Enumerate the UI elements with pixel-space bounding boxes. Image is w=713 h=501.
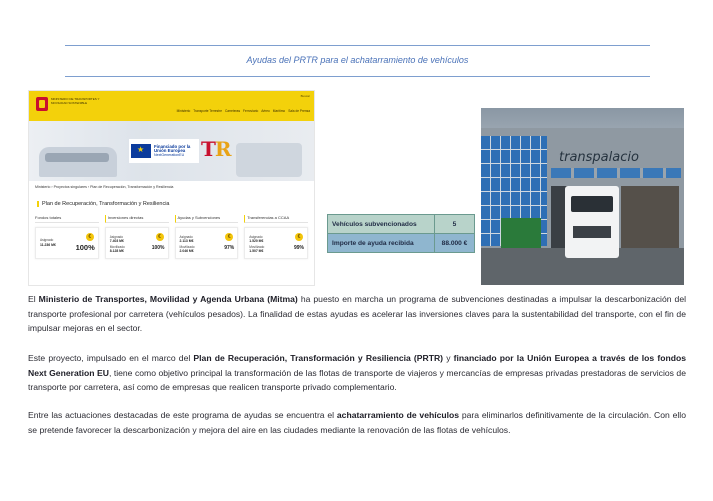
menu-item: Ministerio	[176, 109, 191, 113]
breadcrumb: Ministerio › Proyectos singulares › Plan de Recuperación, Transformación y Resiliencia	[35, 185, 174, 189]
percent-value: 100%	[75, 243, 95, 252]
assigned-label: Asignado	[40, 238, 54, 242]
government-crest-icon	[36, 97, 48, 111]
ministry-header	[29, 91, 314, 121]
text: El	[28, 294, 39, 304]
coin-icon: €	[295, 233, 303, 241]
windows	[551, 168, 681, 178]
paragraph-intro	[28, 292, 686, 336]
funding-card	[35, 227, 99, 259]
bottom-divider	[65, 76, 650, 77]
assigned-label: Asignado	[179, 235, 193, 239]
eu-funding-title: Financiado por la Unión Europea	[154, 143, 191, 153]
ministry-name-bold: Ministerio de Transportes, Movilidad y Agenda Urbana (Mitma)	[38, 294, 298, 304]
text: para eliminarlos definitivamente de la circulación. Con ello se pretende favorecer la descarbonización y mejora del aire en las ciudades mediante la renovación de las flotas de vehículos.	[28, 410, 686, 435]
text: y	[443, 353, 454, 363]
column-title: Transferencias a CCAA	[244, 215, 308, 223]
paragraph-scrapping	[28, 408, 686, 437]
percent-value: 97%	[224, 245, 235, 251]
funding-card	[175, 227, 239, 259]
banner-image	[29, 121, 314, 181]
row-label: Vehículos subvencionados	[328, 215, 435, 234]
assigned-value: 11.236 M€	[40, 243, 56, 247]
funding-column	[35, 215, 99, 259]
percent-value: 99%	[293, 245, 304, 251]
column-title: Fondos totales	[35, 215, 99, 223]
green-bin	[501, 218, 541, 248]
mobilized-label: Movilizado	[179, 245, 195, 249]
prtr-logo-icon: TR	[201, 137, 231, 161]
coin-icon: €	[86, 233, 94, 241]
mobilized-value: 8.128 M€	[109, 249, 124, 253]
top-divider	[65, 45, 650, 46]
coin-icon: €	[156, 233, 164, 241]
mobilized-label: Movilizado	[109, 245, 125, 249]
bus-illustration	[39, 147, 117, 177]
coin-icon: €	[225, 233, 233, 241]
eu-flag-icon	[131, 144, 151, 158]
funding-column	[105, 215, 169, 259]
ministry-webpage-screenshot	[28, 90, 315, 286]
eu-funds-bold: financiado por la Unión Europea a través de los fondos Next Generation EU	[28, 353, 686, 378]
plan-title: Plan de Recuperación, Transformación y Resiliencia	[37, 201, 314, 207]
funding-columns	[29, 207, 314, 259]
text: Entre las actuaciones destacadas de este programa de ayudas se encuentra el	[28, 410, 337, 420]
ministry-menu	[177, 109, 310, 113]
table-row	[328, 215, 475, 234]
row-value: 5	[435, 215, 475, 234]
subsidy-summary-table	[327, 214, 475, 253]
menu-item: Aéreo	[261, 109, 270, 113]
mobilized-value: 2.046 M€	[179, 249, 194, 253]
mobilized-label: Movilizado	[249, 245, 265, 249]
search-link: Buscar	[300, 94, 310, 98]
truck-photo	[565, 186, 619, 258]
menu-item: Marítimo	[272, 109, 286, 113]
eu-funding-badge	[129, 139, 199, 163]
scrapping-bold: achatarramiento de vehículos	[336, 410, 460, 420]
funding-card	[244, 227, 308, 259]
truck-illustration	[236, 143, 302, 177]
row-label: Importe de ayuda recibida	[328, 234, 435, 253]
paragraph-project	[28, 351, 686, 395]
document-title: Ayudas del PRTR para el achatarramiento de vehículos	[246, 55, 469, 65]
funding-card	[105, 227, 169, 259]
table-row	[328, 234, 475, 253]
company-building-photo	[481, 108, 684, 285]
assigned-value: 1.520 M€	[249, 239, 264, 243]
assigned-value: 7.403 M€	[109, 239, 124, 243]
text: , tiene como objetivo principal la transformación de las flotas de transporte de viajeros y mercancías de empresas privadas prestadoras de servicios de transporte por carretera, así como de empresas que realicen transporte privado complementario.	[28, 367, 686, 393]
menu-item: Transporte Terrestre	[193, 109, 222, 113]
text: Este proyecto, impulsado en el marco del	[28, 353, 194, 363]
funding-column	[175, 215, 239, 259]
company-sign: transpalacio	[559, 150, 639, 165]
assigned-value: 2.113 M€	[179, 239, 194, 243]
mobilized-value: 1.507 M€	[249, 249, 264, 253]
funding-column	[244, 215, 308, 259]
text: ha puesto en marcha un programa de subvenciones destinadas a impulsar la descarbonización del transporte profesional por carretera (vehículos pesados). La finalidad de estas ayudas es acelerar las inversiones claves para la sustentabilidad del transporte, con el fin de impulsar mejoras en el sector.	[28, 294, 687, 334]
column-title: Ayudas y Subvenciones	[175, 215, 239, 223]
column-title: Inversiones directas	[105, 215, 169, 223]
assigned-label: Asignado	[249, 235, 263, 239]
menu-item: Ferroviario	[243, 109, 259, 113]
assigned-label: Asignado	[109, 235, 124, 239]
row-value: 88.000 €	[435, 234, 475, 253]
percent-value: 100%	[151, 245, 165, 251]
prtr-bold: Plan de Recuperación, Transformación y Resiliencia (PRTR)	[193, 353, 444, 363]
ministry-name: MINISTERIO DE TRANSPORTES Y MOVILIDAD SOSTENIBLE	[51, 97, 100, 105]
menu-item: Sala de Prensa	[288, 109, 310, 113]
menu-item: Carreteras	[224, 109, 241, 113]
eu-funding-sub: NextGenerationEU	[154, 153, 185, 158]
